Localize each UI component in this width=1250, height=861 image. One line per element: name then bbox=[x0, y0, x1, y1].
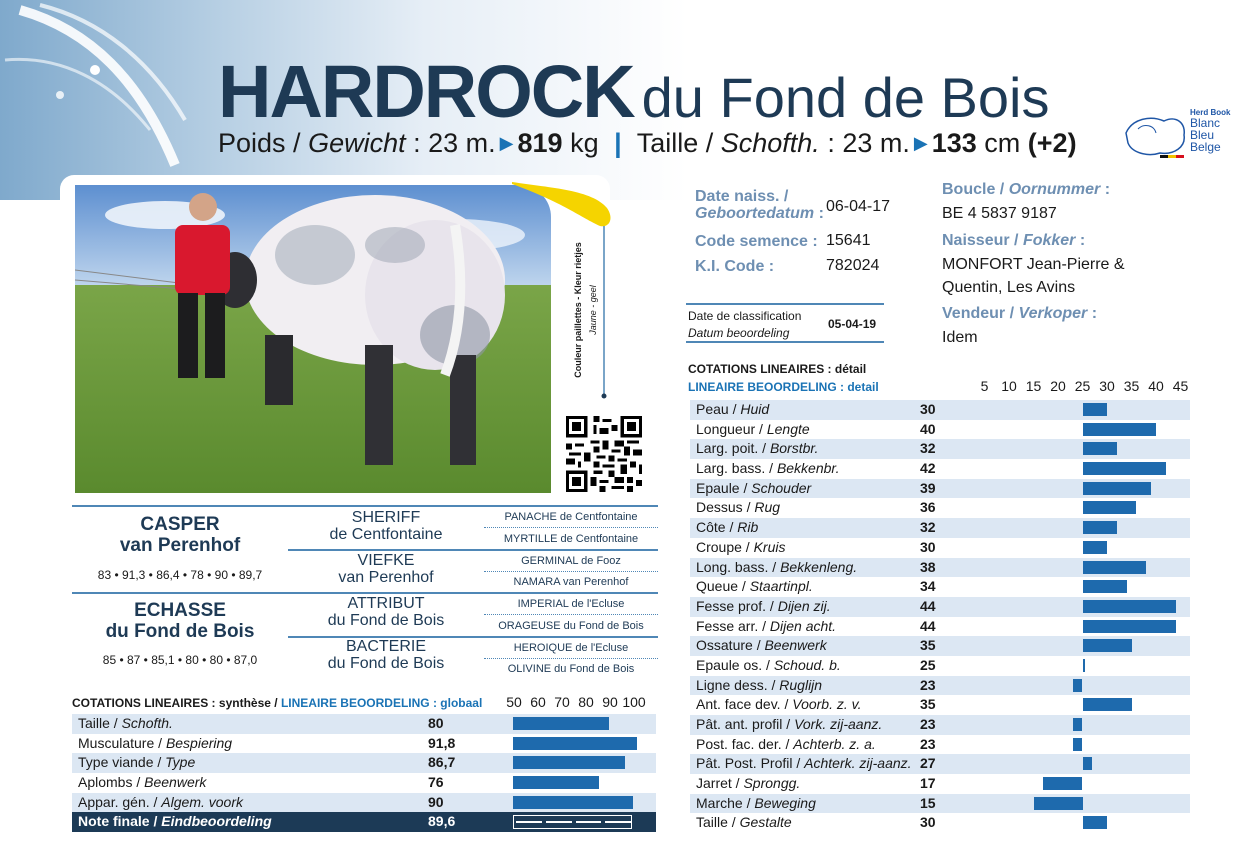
detail-bar bbox=[1083, 620, 1176, 633]
detail-scale bbox=[960, 378, 1190, 398]
detail-bar bbox=[1083, 482, 1152, 495]
summary-bar bbox=[513, 737, 637, 750]
detail-bar bbox=[1073, 679, 1083, 692]
final-score-row bbox=[72, 812, 656, 832]
detail-tick-label: 15 bbox=[1025, 378, 1042, 394]
detail-row-value: 32 bbox=[920, 440, 936, 457]
detail-bar bbox=[1083, 698, 1132, 711]
detail-row bbox=[690, 774, 1190, 794]
detail-row-value: 27 bbox=[920, 755, 936, 772]
height-delta: (+2) bbox=[1027, 128, 1077, 158]
breeder-label: Naisseur / Fokker : bbox=[942, 232, 1086, 249]
detail-row-label: Longueur / Lengte bbox=[696, 420, 810, 437]
seller-label: Vendeur / Verkoper : bbox=[942, 305, 1098, 322]
detail-row-value: 34 bbox=[920, 578, 936, 595]
grandparent: BACTERIE du Fond de Bois bbox=[327, 638, 445, 672]
classification-date-box: Date de classification Datum beoordeling 05-04-19 bbox=[686, 303, 884, 343]
detail-tick-label: 20 bbox=[1050, 378, 1066, 394]
detail-bar bbox=[1083, 462, 1166, 475]
detail-tick-label: 35 bbox=[1123, 378, 1140, 394]
summary-row-value: 91,8 bbox=[428, 734, 456, 751]
detail-row-value: 35 bbox=[920, 637, 936, 654]
summary-row-label: Taille / Schofth. bbox=[78, 715, 173, 731]
detail-row-value: 32 bbox=[920, 519, 936, 536]
summary-tick-label: 70 bbox=[554, 694, 570, 710]
summary-row-label: Appar. gén. / Algem. voork bbox=[78, 793, 243, 810]
straw-color-value: Jaune - geel bbox=[588, 285, 598, 335]
ki-code-label: K.I. Code : bbox=[695, 258, 775, 275]
detail-row-value: 40 bbox=[920, 420, 936, 437]
detail-tick-label: 45 bbox=[1172, 378, 1189, 394]
straw-color-label: Couleur paillettes - Kleur rietjes bbox=[573, 242, 583, 378]
detail-row bbox=[690, 794, 1190, 814]
detail-row-value: 23 bbox=[920, 676, 936, 693]
final-score-segment bbox=[546, 821, 572, 823]
summary-row-value: 90 bbox=[428, 793, 444, 810]
summary-tick-label: 80 bbox=[578, 694, 594, 710]
detail-tick-label: 30 bbox=[1099, 378, 1115, 394]
detail-tick-label: 10 bbox=[1001, 378, 1017, 394]
detail-row-label: Jarret / Sprongg. bbox=[696, 775, 801, 792]
detail-row bbox=[690, 518, 1190, 538]
detail-row-value: 38 bbox=[920, 558, 936, 575]
detail-row-value: 15 bbox=[920, 794, 936, 811]
detail-row-value: 23 bbox=[920, 716, 936, 732]
final-score-segment bbox=[605, 821, 631, 823]
detail-bar bbox=[1083, 816, 1108, 829]
detail-row bbox=[690, 695, 1190, 715]
summary-tick-label: 90 bbox=[602, 694, 618, 710]
weight-value: 819 bbox=[517, 128, 563, 158]
detail-row-label: Croupe / Kruis bbox=[696, 538, 786, 555]
detail-row-value: 23 bbox=[920, 735, 936, 752]
great-grandparent: OLIVINE du Fond de Bois bbox=[507, 663, 635, 675]
pedigree bbox=[72, 505, 658, 679]
summary-title: COTATIONS LINEAIRES : synthèse / LINEAIRE BEOORDELING : globaal bbox=[72, 696, 483, 710]
detail-row bbox=[690, 400, 1190, 420]
great-grandparent: NAMARA van Perenhof bbox=[513, 576, 629, 588]
detail-tick-label: 40 bbox=[1148, 378, 1164, 394]
detail-bar bbox=[1073, 738, 1083, 751]
detail-bar bbox=[1034, 797, 1083, 810]
detail-row bbox=[690, 439, 1190, 459]
detail-bar bbox=[1083, 659, 1085, 672]
detail-row bbox=[690, 597, 1190, 617]
detail-row-label: Fesse arr. / Dijen acht. bbox=[696, 617, 837, 634]
detail-title-fr: COTATIONS LINEAIRES : détail bbox=[688, 362, 867, 376]
dam-name: ECHASSE du Fond de Bois bbox=[105, 600, 255, 642]
detail-row bbox=[690, 459, 1190, 479]
detail-row-value: 30 bbox=[920, 814, 936, 831]
bull-suffix: du Fond de Bois bbox=[641, 66, 1050, 129]
detail-bar bbox=[1083, 541, 1108, 554]
detail-row-label: Queue / Staartinpl. bbox=[696, 578, 813, 595]
detail-bar bbox=[1083, 521, 1117, 534]
classification-date-value: 05-04-19 bbox=[828, 317, 877, 331]
detail-row bbox=[690, 656, 1190, 676]
summary-row-value: 89,6 bbox=[428, 813, 456, 830]
great-grandparent: MYRTILLE de Centfontaine bbox=[503, 533, 639, 545]
ki-code-value: 782024 bbox=[826, 257, 880, 274]
detail-row-label: Ligne dess. / Ruglijn bbox=[696, 676, 823, 693]
detail-row bbox=[690, 498, 1190, 518]
detail-row bbox=[690, 577, 1190, 597]
summary-row-value: 76 bbox=[428, 774, 444, 791]
detail-row-label: Marche / Beweging bbox=[696, 794, 816, 811]
semen-code-label: Code semence : bbox=[695, 233, 818, 250]
summary-bar bbox=[513, 756, 625, 769]
detail-row-value: 44 bbox=[920, 597, 936, 614]
sire-name: CASPER van Perenhof bbox=[119, 514, 241, 556]
summary-row bbox=[72, 773, 656, 793]
detail-row-label: Long. bass. / Bekkenleng. bbox=[696, 558, 858, 575]
summary-row-value: 80 bbox=[428, 715, 444, 731]
detail-row-label: Taille / Gestalte bbox=[696, 814, 792, 831]
summary-tick-label: 100 bbox=[622, 694, 646, 710]
summary-tick-label: 60 bbox=[530, 694, 546, 710]
breeder-value-2: Quentin, Les Avins bbox=[942, 279, 1076, 296]
summary-table bbox=[72, 714, 656, 832]
great-grandparent: IMPERIAL de l'Ecluse bbox=[517, 598, 625, 610]
arrow-right-icon: ▶ bbox=[499, 133, 514, 153]
detail-row bbox=[690, 735, 1190, 755]
detail-row-label: Dessus / Rug bbox=[696, 499, 781, 516]
summary-row-label: Musculature / Bespiering bbox=[78, 734, 233, 751]
detail-row-value: 36 bbox=[920, 499, 936, 516]
grandparent: SHERIFF de Centfontaine bbox=[329, 509, 443, 543]
sire-scores: 83 • 91,3 • 86,4 • 78 • 90 • 89,7 bbox=[97, 568, 263, 582]
height-value: 133 bbox=[931, 128, 977, 158]
detail-row-label: Côte / Rib bbox=[696, 519, 759, 536]
detail-row-value: 30 bbox=[920, 401, 936, 417]
summary-bar bbox=[513, 796, 633, 809]
detail-bar bbox=[1083, 423, 1157, 436]
detail-bar bbox=[1083, 561, 1147, 574]
detail-row-value: 44 bbox=[920, 617, 936, 634]
summary-tick-label: 50 bbox=[506, 694, 522, 710]
detail-bar bbox=[1083, 757, 1093, 770]
detail-row-value: 42 bbox=[920, 460, 936, 477]
detail-row bbox=[690, 813, 1190, 833]
detail-tick-label: 25 bbox=[1074, 378, 1091, 394]
summary-bar bbox=[513, 776, 599, 789]
detail-row-label: Peau / Huid bbox=[696, 401, 770, 417]
bull-name: HARDROCK bbox=[218, 50, 634, 133]
detail-row bbox=[690, 636, 1190, 656]
detail-bar bbox=[1083, 442, 1117, 455]
detail-bar bbox=[1083, 403, 1108, 416]
detail-row-label: Fesse prof. / Dijen zij. bbox=[696, 597, 831, 614]
summary-row bbox=[72, 753, 656, 773]
detail-row-value: 25 bbox=[920, 656, 936, 673]
final-score-segment bbox=[516, 821, 542, 823]
detail-row-label: Pât. ant. profil / Vork. zij-aanz. bbox=[696, 716, 883, 732]
summary-row-value: 86,7 bbox=[428, 754, 456, 771]
birth-date-value: 06-04-17 bbox=[826, 198, 891, 215]
detail-row-label: Post. fac. der. / Achterb. z. a. bbox=[696, 735, 876, 752]
detail-row-value: 39 bbox=[920, 479, 936, 496]
final-score-bar bbox=[513, 815, 632, 829]
detail-bar bbox=[1083, 639, 1132, 652]
detail-row bbox=[690, 558, 1190, 578]
detail-row-label: Pât. Post. Profil / Achterk. zij-aanz. bbox=[696, 755, 912, 772]
detail-bar bbox=[1083, 501, 1137, 514]
dam-scores: 85 • 87 • 85,1 • 80 • 80 • 87,0 bbox=[102, 653, 258, 667]
detail-row bbox=[690, 617, 1190, 637]
detail-bar bbox=[1043, 777, 1082, 790]
summary-bar bbox=[513, 717, 609, 730]
detail-row bbox=[690, 479, 1190, 499]
detail-row bbox=[690, 420, 1190, 440]
summary-row-label: Aplombs / Beenwerk bbox=[78, 774, 207, 791]
ear-tag-value: BE 4 5837 9187 bbox=[942, 205, 1057, 222]
dna-swirl-icon bbox=[0, 0, 230, 200]
detail-title-nl: LINEAIRE BEOORDELING : detail bbox=[688, 380, 879, 394]
arrow-right-icon: ▶ bbox=[913, 133, 928, 153]
detail-row bbox=[690, 715, 1190, 735]
detail-row-label: Ant. face dev. / Voorb. z. v. bbox=[696, 696, 862, 713]
summary-scale bbox=[502, 694, 652, 712]
detail-row-label: Larg. bass. / Bekkenbr. bbox=[696, 460, 840, 477]
bull-photo bbox=[75, 185, 551, 493]
great-grandparent: ORAGEUSE du Fond de Bois bbox=[498, 620, 644, 632]
detail-table bbox=[690, 400, 1190, 833]
breeder-value-1: MONFORT Jean-Pierre & bbox=[942, 256, 1125, 273]
grandparent: VIEFKE van Perenhof bbox=[338, 552, 434, 586]
detail-row-value: 17 bbox=[920, 775, 936, 792]
grandparent: ATTRIBUT du Fond de Bois bbox=[327, 595, 445, 629]
ear-tag-label: Boucle / Oornummer : bbox=[942, 181, 1111, 198]
final-score-segment bbox=[576, 821, 602, 823]
semen-code-value: 15641 bbox=[826, 232, 871, 249]
detail-bar bbox=[1083, 580, 1127, 593]
detail-row-value: 30 bbox=[920, 538, 936, 555]
detail-tick-label: 5 bbox=[980, 378, 989, 394]
detail-row-label: Ossature / Beenwerk bbox=[696, 637, 827, 654]
detail-row-label: Epaule os. / Schoud. b. bbox=[696, 656, 841, 673]
great-grandparent: GERMINAL de Fooz bbox=[521, 555, 621, 567]
seller-value: Idem bbox=[942, 329, 978, 346]
detail-row bbox=[690, 676, 1190, 696]
yellow-straw-icon bbox=[512, 178, 616, 403]
detail-row bbox=[690, 754, 1190, 774]
qr-code-icon bbox=[566, 416, 642, 492]
detail-row bbox=[690, 538, 1190, 558]
detail-bar bbox=[1073, 718, 1083, 731]
great-grandparent: PANACHE de Centfontaine bbox=[504, 511, 638, 523]
detail-bar bbox=[1083, 600, 1176, 613]
page-title bbox=[218, 50, 1050, 133]
weight-height-line: Poids / Gewicht : 23 m. ▶ 819 kg | Taille / Schofth. : 23 m. ▶ 133 cm (+2) bbox=[218, 128, 1077, 158]
summary-row-label: Type viande / Type bbox=[78, 754, 196, 771]
summary-row bbox=[72, 793, 656, 813]
herd-book-logo-text: Herd Book Blanc Bleu Belge bbox=[1190, 108, 1231, 154]
summary-row-label: Note finale / Eindbeoordeling bbox=[78, 813, 272, 830]
birth-date-label: Date naiss. / Geboortedatum : bbox=[695, 188, 824, 222]
summary-row bbox=[72, 714, 656, 734]
summary-row bbox=[72, 734, 656, 754]
detail-row-label: Epaule / Schouder bbox=[696, 479, 812, 496]
great-grandparent: HEROIQUE de l'Ecluse bbox=[513, 642, 629, 654]
detail-row-label: Larg. poit. / Borstbr. bbox=[696, 440, 819, 457]
detail-row-value: 35 bbox=[920, 696, 936, 713]
